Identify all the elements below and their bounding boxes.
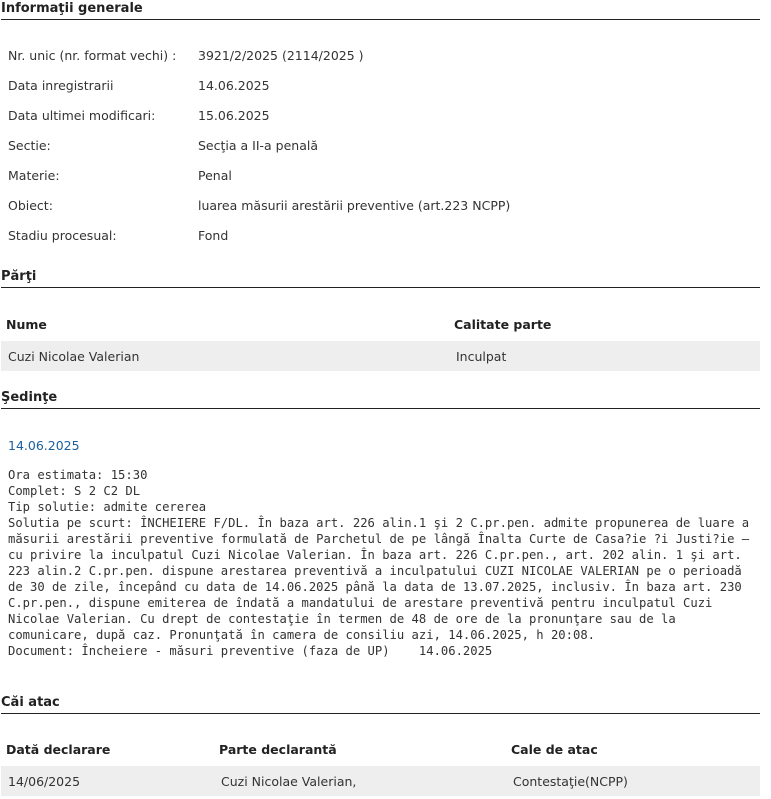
section-title-cai-atac: Căi atac	[1, 695, 760, 714]
info-value: Penal	[198, 168, 232, 183]
session-ora: Ora estimata: 15:30	[8, 468, 148, 482]
table-row	[1, 766, 760, 796]
table-cell-nume: Cuzi Nicolae Valerian	[8, 349, 140, 364]
info-value: Secţia a II-a penală	[198, 138, 318, 153]
session-solutie: Solutia pe scurt: ÎNCHEIERE F/DL. În baza art. 226 alin.1 şi 2 C.pr.pen. admite propunerea de luare a măsurii arestării preventive formulată de Parchetul de pe lângă Înalta Curte de Casa?ie ?i Justi?ie – cu privire la inculpatul Cuzi Nicolae Valerian. În baza art. 226 C.pr.pen., art. 202 alin. 1 şi art. 223 alin.2 C.pr.pen. dispune arestarea preventivă a inculpatului CUZI NICOLAE VALERIAN pe o perioadă de 30 de zile, începând cu data de 14.06.2025 până la data de 13.07.2025, inclusiv. În baza art. 230 C.pr.pen., dispune emiterea de îndată a mandatului de arestare preventivă pentru inculpatul Cuzi Nicolae Valerian. Cu drept de contestaţie în termen de 48 de ore de la pronunţare sau de la comunicare, după caz. Pronunţată în camera de consiliu azi, 14.06.2025, h 20:08.	[8, 516, 750, 642]
info-label: Data inregistrarii	[8, 78, 114, 93]
table-cell-data: 14/06/2025	[8, 774, 81, 789]
info-value: luarea măsurii arestării preventive (art.223 NCPP)	[198, 198, 511, 213]
section-title-parti: Părţi	[1, 269, 760, 288]
table-cell-calitate: Inculpat	[456, 349, 507, 364]
info-label: Obiect:	[8, 198, 53, 213]
info-label: Stadiu procesual:	[8, 228, 117, 243]
info-label: Nr. unic (nr. format vechi) :	[8, 48, 177, 63]
session-details	[8, 467, 760, 659]
info-label: Sectie:	[8, 138, 51, 153]
section-title-sedinte: Şedinţe	[1, 390, 760, 409]
session-tip-solutie: Tip solutie: admite cererea	[8, 500, 207, 514]
info-value: 15.06.2025	[198, 108, 270, 123]
column-header-calitate: Calitate parte	[454, 317, 552, 332]
info-value: Fond	[198, 228, 229, 243]
info-value: 3921/2/2025 (2114/2025 )	[198, 48, 364, 63]
section-title-general: Informaţii generale	[1, 1, 760, 20]
column-header-cale-atac: Cale de atac	[511, 742, 598, 757]
info-label: Materie:	[8, 168, 60, 183]
info-value: 14.06.2025	[198, 78, 270, 93]
session-date-link[interactable]: 14.06.2025	[8, 438, 80, 453]
column-header-parte-declaranta: Parte declarantă	[219, 742, 337, 757]
table-cell-parte: Cuzi Nicolae Valerian,	[221, 774, 357, 789]
column-header-data-declarare: Dată declarare	[6, 742, 111, 757]
session-complet: Complet: S 2 C2 DL	[8, 484, 141, 498]
info-label: Data ultimei modificari:	[8, 108, 156, 123]
column-header-nume: Nume	[6, 317, 47, 332]
table-cell-cale: Contestaţie(NCPP)	[513, 774, 628, 789]
session-document: Document: Încheiere - măsuri preventive (faza de UP) 14.06.2025	[8, 644, 493, 658]
